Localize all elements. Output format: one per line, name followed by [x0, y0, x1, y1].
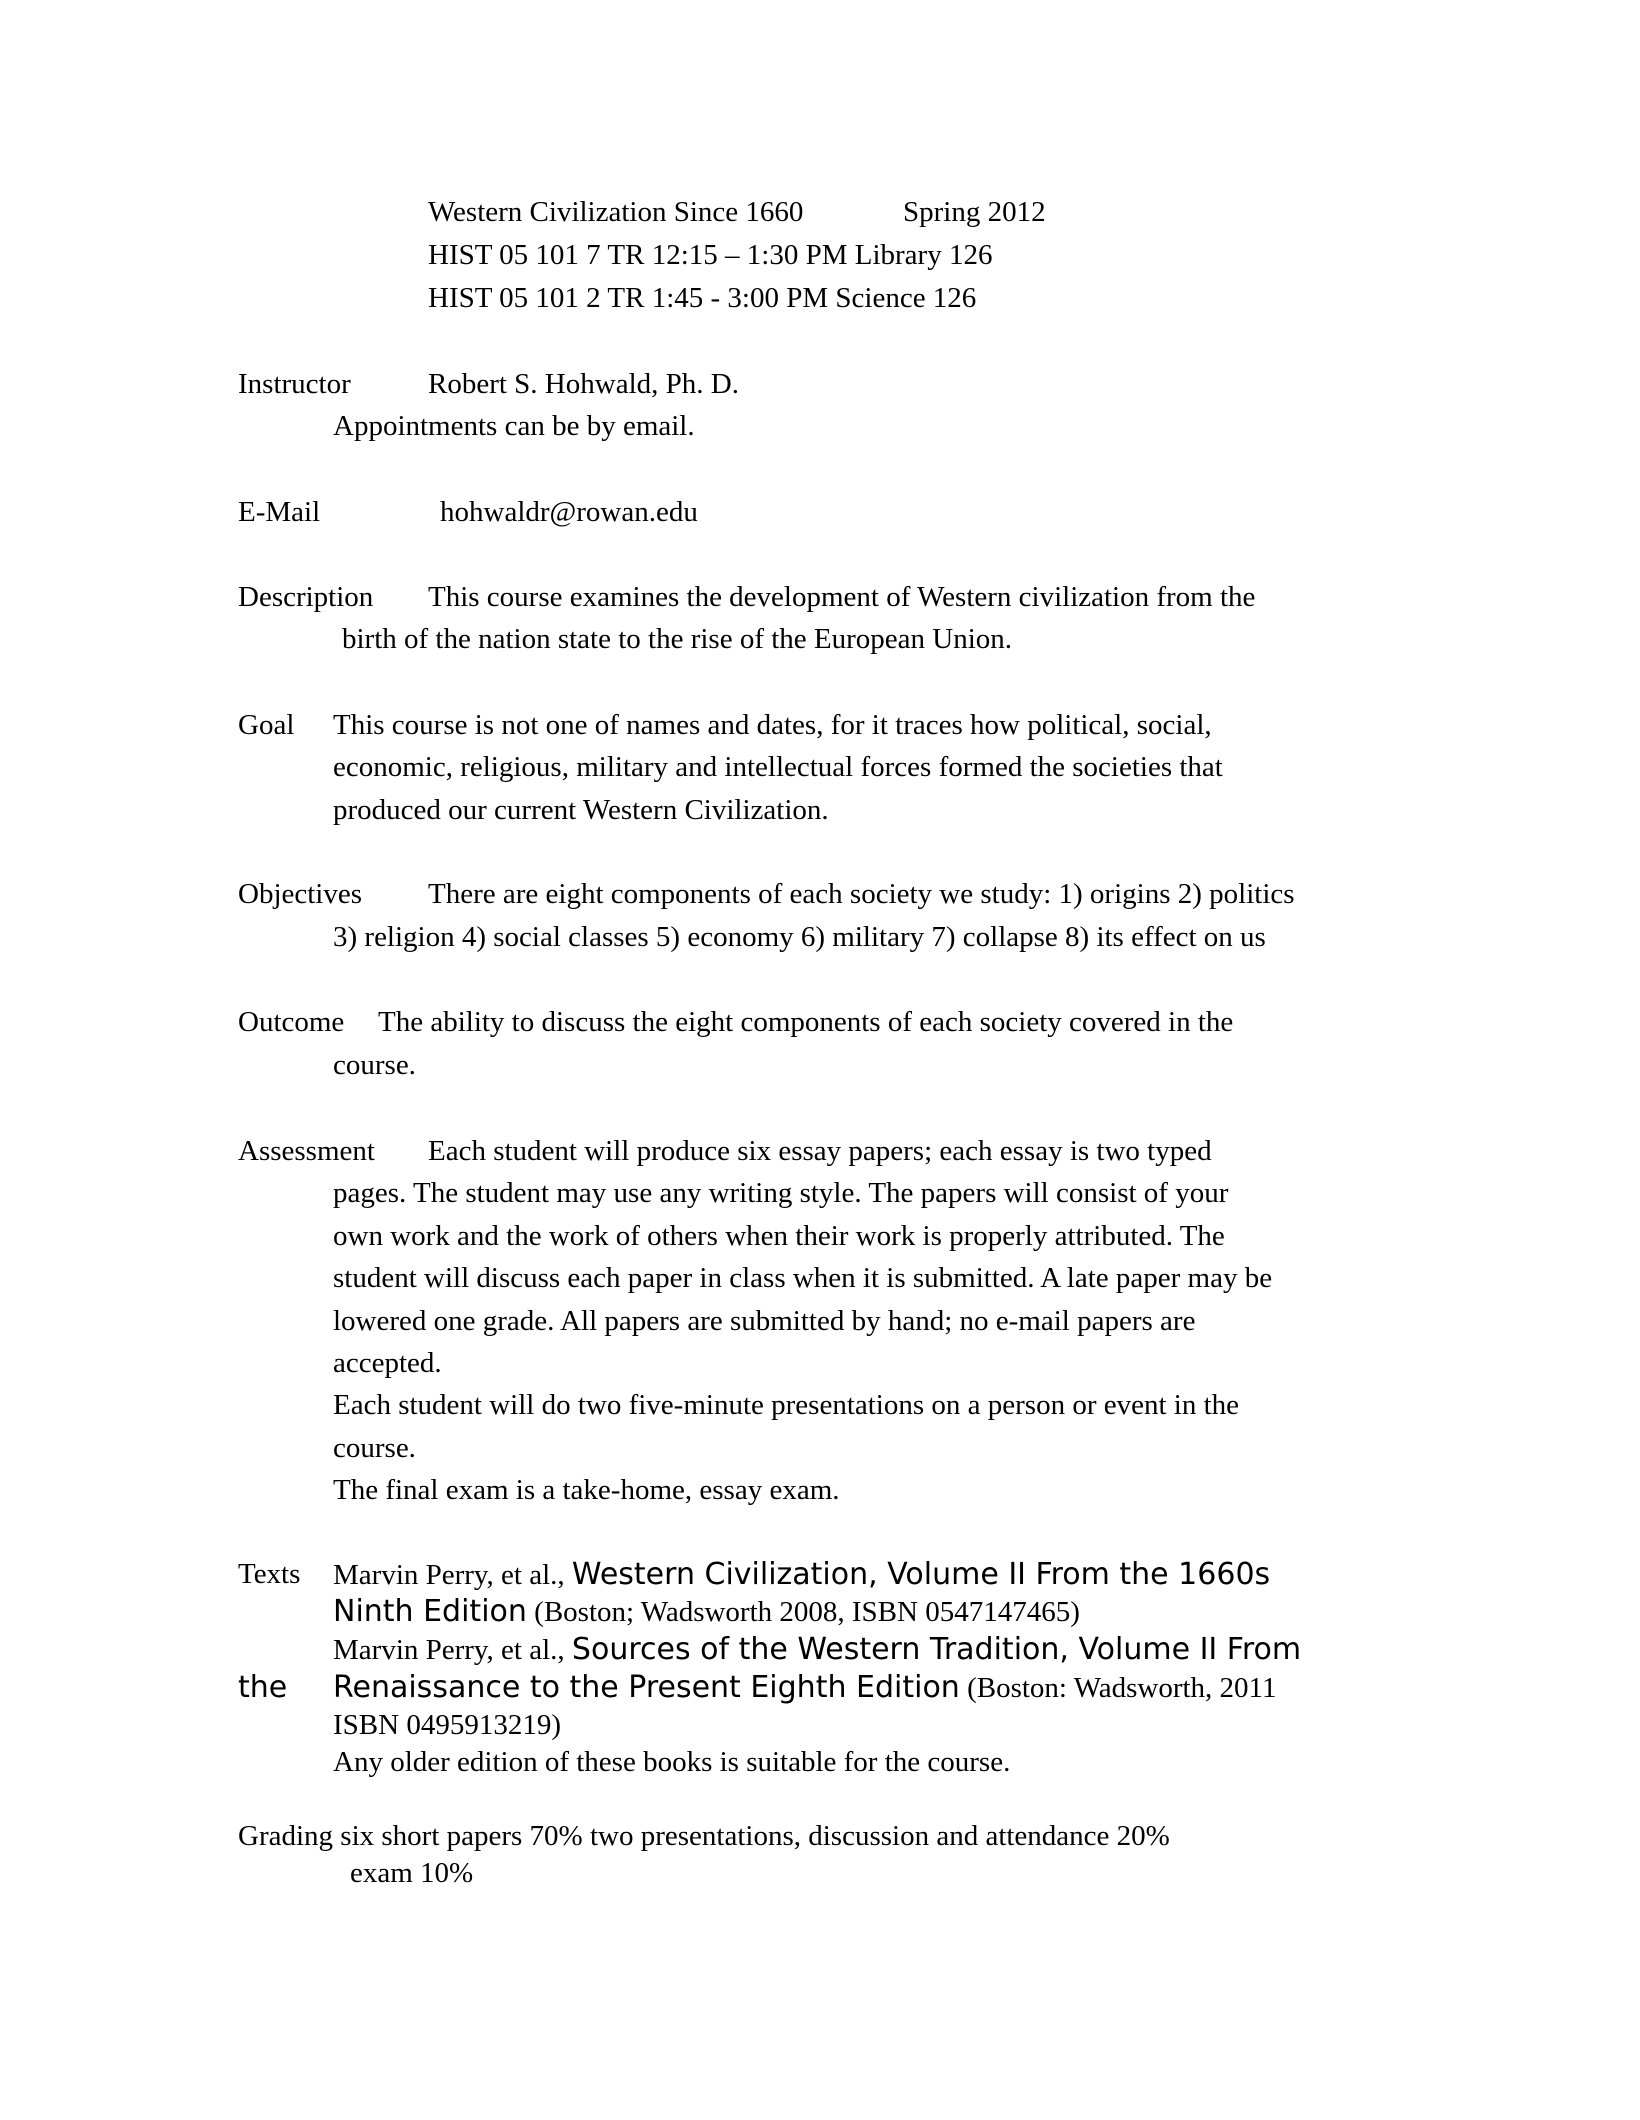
- description-label: Description: [238, 581, 374, 613]
- book1-edition: Ninth Edition: [333, 1594, 527, 1629]
- book1-author: Marvin Perry, et al.,: [333, 1559, 565, 1591]
- book1-title: Western Civilization, Volume II From the 1660s: [571, 1557, 1271, 1592]
- instructor-name: Robert S. Hohwald, Ph. D.: [428, 368, 739, 400]
- outcome-line: The ability to discuss the eight components of each society covered in the: [378, 1006, 1234, 1038]
- section-2: HIST 05 101 2 TR 1:45 - 3:00 PM Science 126: [428, 282, 977, 314]
- instructor-note: Appointments can be by email.: [333, 410, 695, 442]
- book1-line: [333, 1594, 1080, 1629]
- assessment-line: lowered one grade. All papers are submitted by hand; no e-mail papers are: [333, 1305, 1196, 1337]
- goal-line: This course is not one of names and dates, for it traces how political, social,: [333, 709, 1212, 741]
- assessment-line: own work and the work of others when their work is properly attributed. The: [333, 1220, 1225, 1252]
- goal-label: Goal: [238, 709, 295, 741]
- description-line: This course examines the development of Western civilization from the: [428, 581, 1256, 613]
- book2-line: [333, 1670, 1277, 1705]
- objectives-label: Objectives: [238, 878, 363, 910]
- assessment-line: student will discuss each paper in class when it is submitted. A late paper may be: [333, 1262, 1273, 1294]
- outcome-label: Outcome: [238, 1006, 345, 1038]
- assessment-line: The final exam is a take-home, essay exam.: [333, 1474, 840, 1506]
- book2-isbn: ISBN 0495913219): [333, 1709, 561, 1741]
- assessment-line: accepted.: [333, 1347, 442, 1379]
- email-value: hohwaldr@rowan.edu: [440, 496, 698, 528]
- goal-line: economic, religious, military and intellectual forces formed the societies that: [333, 751, 1223, 783]
- outcome-line: course.: [333, 1049, 416, 1081]
- assessment-line: Each student will produce six essay papers; each essay is two typed: [428, 1135, 1212, 1167]
- course-term: Spring 2012: [903, 196, 1046, 228]
- assessment-line: pages. The student may use any writing style. The papers will consist of your: [333, 1177, 1229, 1209]
- objectives-line: There are eight components of each society we study: 1) origins 2) politics: [428, 878, 1295, 910]
- book1-line: [333, 1557, 1271, 1592]
- texts-note: Any older edition of these books is suitable for the course.: [333, 1746, 1011, 1778]
- email-label: E-Mail: [238, 496, 321, 528]
- goal-line: produced our current Western Civilization.: [333, 794, 829, 826]
- grading-line: exam 10%: [350, 1857, 474, 1889]
- instructor-label: Instructor: [238, 368, 351, 400]
- book2-publisher: (Boston: Wadsworth, 2011: [967, 1672, 1277, 1704]
- assessment-line: Each student will do two five-minute presentations on a person or event in the: [333, 1389, 1240, 1421]
- book2-author: Marvin Perry, et al.,: [333, 1634, 565, 1666]
- assessment-label: Assessment: [238, 1135, 375, 1167]
- grading-line: Grading six short papers 70% two presentations, discussion and attendance 20%: [238, 1820, 1170, 1852]
- description-line: birth of the nation state to the rise of the European Union.: [342, 623, 1013, 655]
- book1-publisher: (Boston; Wadsworth 2008, ISBN 0547147465): [534, 1596, 1080, 1628]
- section-1: HIST 05 101 7 TR 12:15 – 1:30 PM Library 126: [428, 239, 993, 271]
- book2-the: the: [238, 1670, 288, 1705]
- book2-title: Sources of the Western Tradition, Volume II From: [571, 1632, 1302, 1667]
- texts-label: Texts: [238, 1558, 301, 1590]
- book2-title-cont: Renaissance to the Present Eighth Edition: [333, 1670, 960, 1705]
- book2-line: [333, 1632, 1302, 1667]
- assessment-line: course.: [333, 1432, 416, 1464]
- course-title: Western Civilization Since 1660: [428, 196, 804, 228]
- objectives-line: 3) religion 4) social classes 5) economy 6) military 7) collapse 8) its effect on us: [333, 921, 1266, 953]
